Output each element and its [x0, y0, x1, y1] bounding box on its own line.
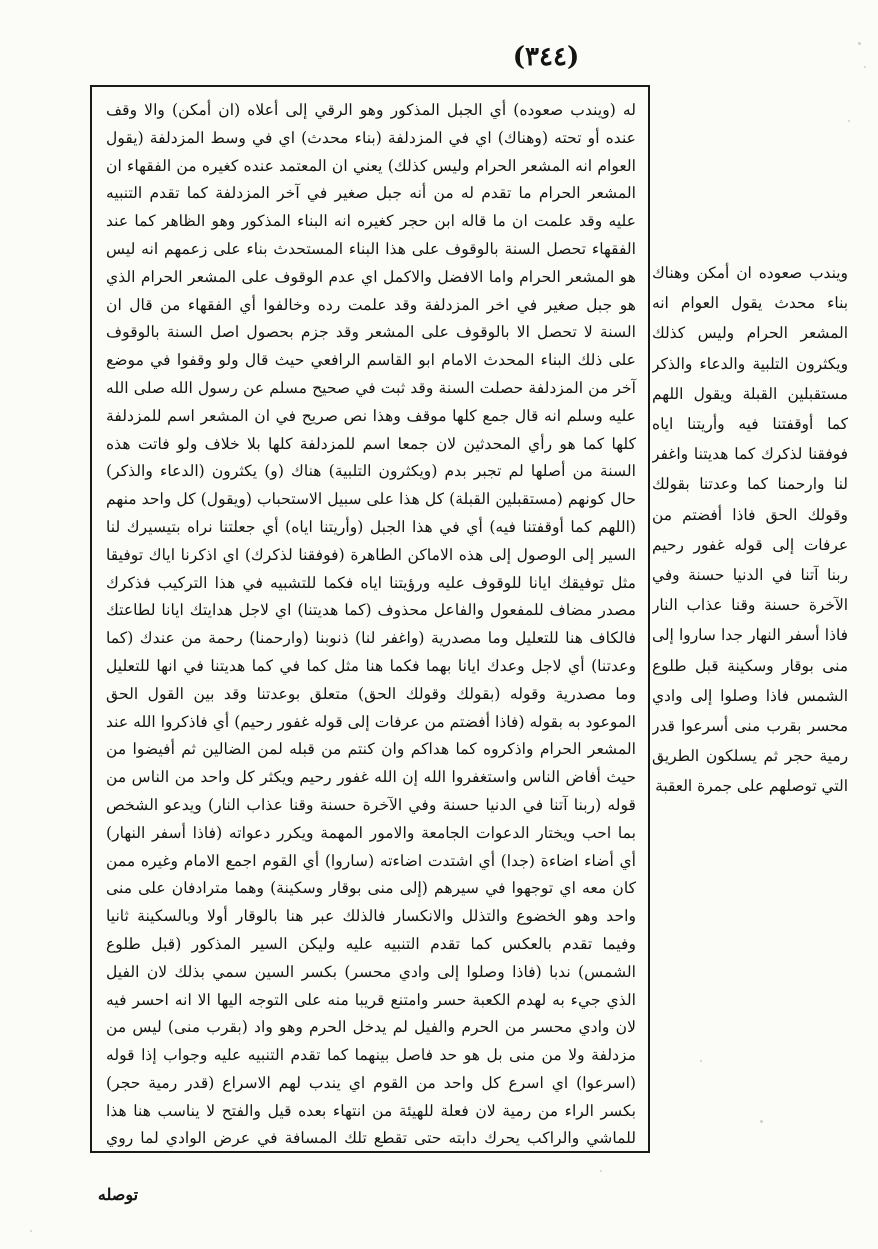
page-number: (٣٤٤) [512, 42, 580, 72]
main-text-frame [90, 85, 650, 1153]
catchword: توصله [97, 1185, 139, 1204]
main-commentary-text: له (ويندب صعوده) أي الجبل المذكور وهو الرقي إلى أعلاه (ان أمكن) والا وقف عنده أو تحته (وهناك) اي في المزدلفة (بناء محدث) اي في وسط المزدلفة (يقول العوام انه المشعر الحرام وليس كذلك) يعني ان المعتمد عنده كغيره من الفقهاء ان المشعر الحرام ما تقدم له من أنه جبل صغير في آخر المزدلفة كما تقدم التنبيه عليه وقد علمت ان ما قاله ابن حجر كغيره انه البناء المذكور وهو الظاهر كما عند الفقهاء تحصل السنة بالوقوف على هذا البناء المستحدث بناء على زعمهم انه ليس هو المشعر الحرام واما الافضل والاكمل اي عدم الوقوف على المشعر الحرام الذي هو جبل صغير في اخر المزدلفة وقد علمت رده وخالفوا أي الفقهاء من قال ان السنة لا تحصل الا بالوقوف على المشعر وقد جزم بحصول اصل السنة بالوقوف على ذلك البناء المحدث الامام ابو القاسم الرافعي حيث قال ولو وقفوا في موضع آخر من المزدلفة حصلت السنة وقد ثبت في صحيح مسلم عن رسول الله صلى الله عليه وسلم انه قال جمع كلها موقف وهذا نص صريح في ان المشعر اسم للمزدلفة كلها كما هو رأي المحدثين لان جمعا اسم للمزدلفة كلها بلا خلاف ولو فاتت هذه السنة من أصلها لم تجبر بدم (ويكثرون التلبية) هناك (و) يكثرون (الدعاء والذكر) حال كونهم (مستقبلين القبلة) كل هذا على سبيل الاستحباب (ويقول) كل واحد منهم (اللهم كما أوقفتنا فيه) أي في هذا الجبل (وأريتنا اياه) أي جعلتنا نراه بتيسيرك لنا السير إلى الوصول إلى هذه الاماكن الطاهرة (فوفقنا لذكرك) اي اذكرنا اياك توفيقا مثل توفيقك ايانا للوقوف عليه ورؤيتنا اياه فكما للتشبيه في هذا التركيب فذكرك مصدر مضاف للمفعول والفاعل محذوف (كما هديتنا) اي لاجل هدايتك ايانا لطاعتك فالكاف هنا للتعليل وما مصدرية (واغفر لنا) ذنوبنا (وارحمنا) رحمة من عندك (كما وعدتنا) أي لاجل وعدك ايانا بهما فكما هنا مثل كما في كما هديتنا في انها للتعليل وما مصدرية وقوله (بقولك وقولك الحق) متعلق بوعدتنا وقد بين القول الحق الموعود به بقوله (فاذا أفضتم من عرفات إلى قوله غفور رحيم) أي فاذكروا الله عند المشعر الحرام واذكروه كما هداكم وان كنتم من قبله لمن الضالين ثم أفيضوا من حيث أفاض الناس واستغفروا الله إن الله غفور رحيم ويكثر كل واحد من الناس من قوله (ربنا آتنا في الدنيا حسنة وفي الآخرة حسنة وقنا عذاب النار) ويدعو الشخص بما احب ويختار الدعوات الجامعة والامور المهمة ويكرر دعواته (فاذا أسفر النهار) أي أضاء اضاءة (جدا) أي اشتدت اضاءته (ساروا) أي القوم اجمع الامام وغيره ممن كان معه اي توجهوا في سيرهم (إلى منى بوقار وسكينة) وهما مترادفان على منى واحد وهو الخضوع والتذلل والانكسار فالذلك عبر هنا بالوقار أولا وبالسكينة ثانيا وفيما تقدم بالعكس كما تقدم التنبيه عليه وليكن السير المذكور (قبل طلوع الشمس) ندبا (فاذا وصلوا إلى وادي محسر) بكسر السين سمي بذلك لان الفيل الذي جيء به لهدم الكعبة حسر وامتنع قريبا منه على التوجه اليها الا انه احسر فيه لان وادي محسر من الحرم والفيل لم يدخل الحرم وهو واد (بقرب منى) ليس من مزدلفة ولا من منى بل هو حد فاصل بينهما كما تقدم التنبيه عليه وجواب إذا قوله (اسرعوا) اي اسرع كل واحد من القوم اي يندب لهم الاسراع (قدر رمية حجر) بكسر الراء من رمية لان فعلة للهيئة من انتهاء بعده قيل والفتح لا يناسب هنا هذا للماشي والراكب يحرك دابته حتى تقطع تلك المسافة في عرض الوادي لما روي [106, 101, 636, 1148]
margin-matn-text: ويندب صعوده ان أمكن وهناك بناء محدث يقول العوام انه المشعر الحرام وليس كذلك ويكثرون التلبية والدعاء والذكر مستقبلين القبلة ويقول اللهم كما أوقفتنا فيه وأريتنا اياه فوفقنا لذكرك كما هديتنا واغفر لنا وارحمنا كما وعدتنا بقولك وقولك الحق فاذا أفضتم من عرفات إلى قوله غفور رحيم ربنا آتنا في الدنيا حسنة وفي الآخرة حسنة وقنا عذاب النار فاذا أسفر النهار جدا ساروا إلى منى بوقار وسكينة قبل طلوع الشمس فاذا وصلوا إلى وادي محسر بقرب منى أسرعوا قدر رمية حجر ثم يسلكون الطريق التي توصلهم على جمرة العقبة [652, 264, 848, 796]
